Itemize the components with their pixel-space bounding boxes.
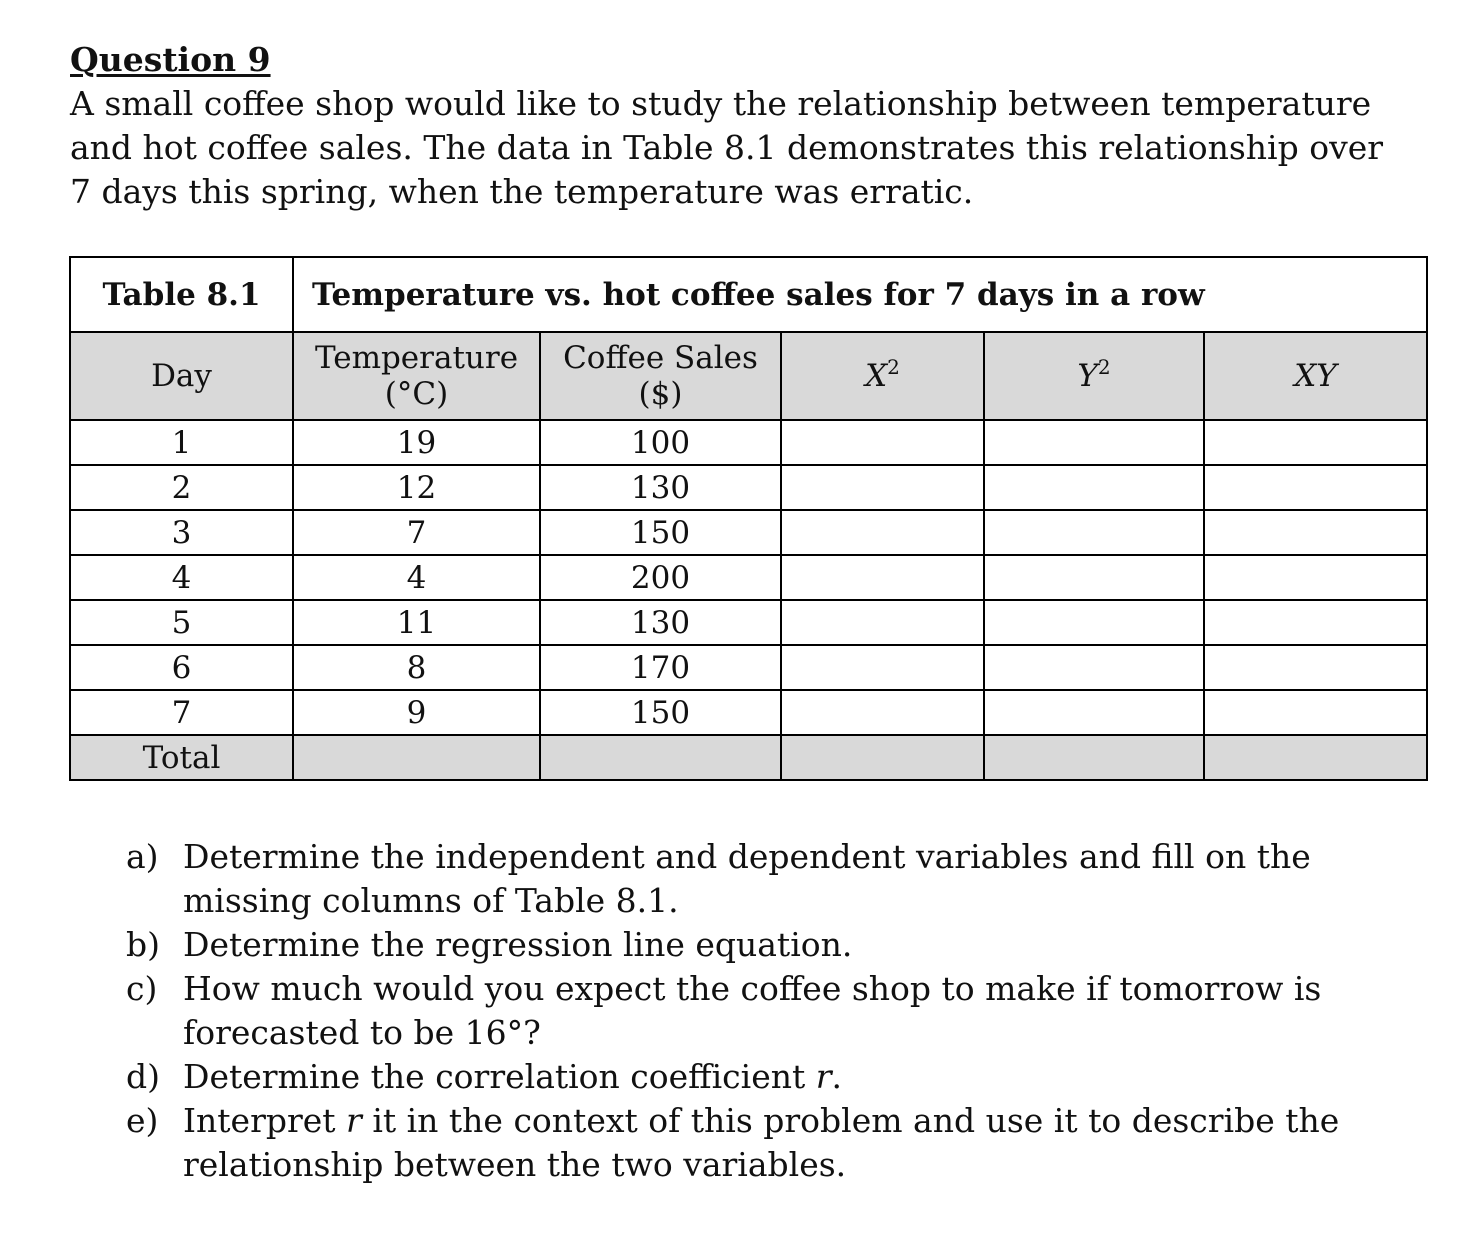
total-cell [781,735,984,780]
cell-temperature: 9 [293,690,540,735]
table-row [70,555,1427,600]
header-y-exp: 2 [1097,355,1111,379]
cell-y-squared [984,555,1204,600]
question-text: Determine the independent and dependent variables and fill on the missing columns of Table 8.1. [183,837,1311,920]
question-title: Question 9 [70,40,271,79]
total-cell [1204,735,1427,780]
cell-xy [1204,420,1427,465]
cell-coffee-sales: 130 [540,465,781,510]
cell-temperature: 19 [293,420,540,465]
cell-coffee-sales: 100 [540,420,781,465]
question-text: Interpret [183,1101,347,1140]
question-item [126,1099,1406,1187]
question-intro: A small coffee shop would like to study the relationship between temperature and hot coffee sales. The data in Table 8.1 demonstrates this relationship over 7 days this spring, when the temperature was erratic. [70,84,1384,211]
cell-temperature: 8 [293,645,540,690]
header-temperature-line2: (°C) [384,376,449,412]
question-item [126,1055,1406,1099]
table-row [70,690,1427,735]
cell-day: 6 [70,645,293,690]
table-row [70,510,1427,555]
variable-r: r [815,1057,832,1096]
question-text: How much would you expect the coffee shop to make if tomorrow is forecasted to be 16°? [183,969,1322,1052]
table-body [70,420,1427,735]
question-letter: c) [126,969,158,1008]
header-x-squared [781,332,984,420]
table-header-row [70,332,1427,420]
cell-x-squared [781,555,984,600]
cell-coffee-sales: 130 [540,600,781,645]
question-letter: b) [126,925,160,964]
header-x-base: X [865,358,888,394]
cell-x-squared [781,690,984,735]
cell-x-squared [781,600,984,645]
cell-y-squared [984,600,1204,645]
cell-x-squared [781,420,984,465]
cell-xy [1204,465,1427,510]
table-row [70,420,1427,465]
question-letter: a) [126,837,159,876]
question-text: . [831,1057,843,1096]
total-cell [293,735,540,780]
header-xy: XY [1204,332,1427,420]
table-row [70,465,1427,510]
cell-coffee-sales: 170 [540,645,781,690]
cell-coffee-sales: 150 [540,690,781,735]
cell-day: 4 [70,555,293,600]
cell-temperature: 7 [293,510,540,555]
cell-xy [1204,690,1427,735]
header-y-squared [984,332,1204,420]
total-label: Total [70,735,293,780]
question-text: it in the context of this problem and use it to describe the relationship between the two variables. [183,1101,1340,1184]
question-item [126,923,1406,967]
cell-day: 7 [70,690,293,735]
cell-xy [1204,645,1427,690]
cell-xy [1204,555,1427,600]
cell-y-squared [984,420,1204,465]
question-item [126,967,1406,1055]
cell-day: 2 [70,465,293,510]
total-cell [984,735,1204,780]
header-temperature [293,332,540,420]
cell-xy [1204,510,1427,555]
cell-coffee-sales: 150 [540,510,781,555]
table-label: Table 8.1 [70,257,293,332]
header-coffee-sales-line1: Coffee Sales [563,340,758,376]
table-row [70,600,1427,645]
question-text: Determine the regression line equation. [183,925,853,964]
cell-y-squared [984,690,1204,735]
cell-day: 1 [70,420,293,465]
question-letter: d) [126,1057,160,1096]
cell-x-squared [781,510,984,555]
cell-day: 5 [70,600,293,645]
cell-temperature: 12 [293,465,540,510]
cell-temperature: 4 [293,555,540,600]
cell-y-squared [984,465,1204,510]
question-text: Determine the correlation coefficient [183,1057,816,1096]
question-item [126,835,1406,923]
variable-r: r [346,1101,362,1140]
header-coffee-sales-line2: ($) [638,376,683,412]
header-x-exp: 2 [887,355,900,379]
cell-x-squared [781,645,984,690]
cell-day: 3 [70,510,293,555]
cell-temperature: 11 [293,600,540,645]
header-coffee-sales [540,332,781,420]
table-caption: Temperature vs. hot coffee sales for 7 days in a row [293,257,1427,332]
header-y-base: Y [1077,358,1098,394]
cell-y-squared [984,645,1204,690]
table-total-row [70,735,1427,780]
cell-coffee-sales: 200 [540,555,781,600]
table-row [70,645,1427,690]
header-day: Day [70,332,293,420]
data-table [69,256,1428,781]
table-title-row [70,257,1427,332]
question-list [126,835,1406,1187]
header-temperature-line1: Temperature [314,340,519,376]
question-letter: e) [126,1101,159,1140]
cell-y-squared [984,510,1204,555]
cell-x-squared [781,465,984,510]
total-cell [540,735,781,780]
cell-xy [1204,600,1427,645]
